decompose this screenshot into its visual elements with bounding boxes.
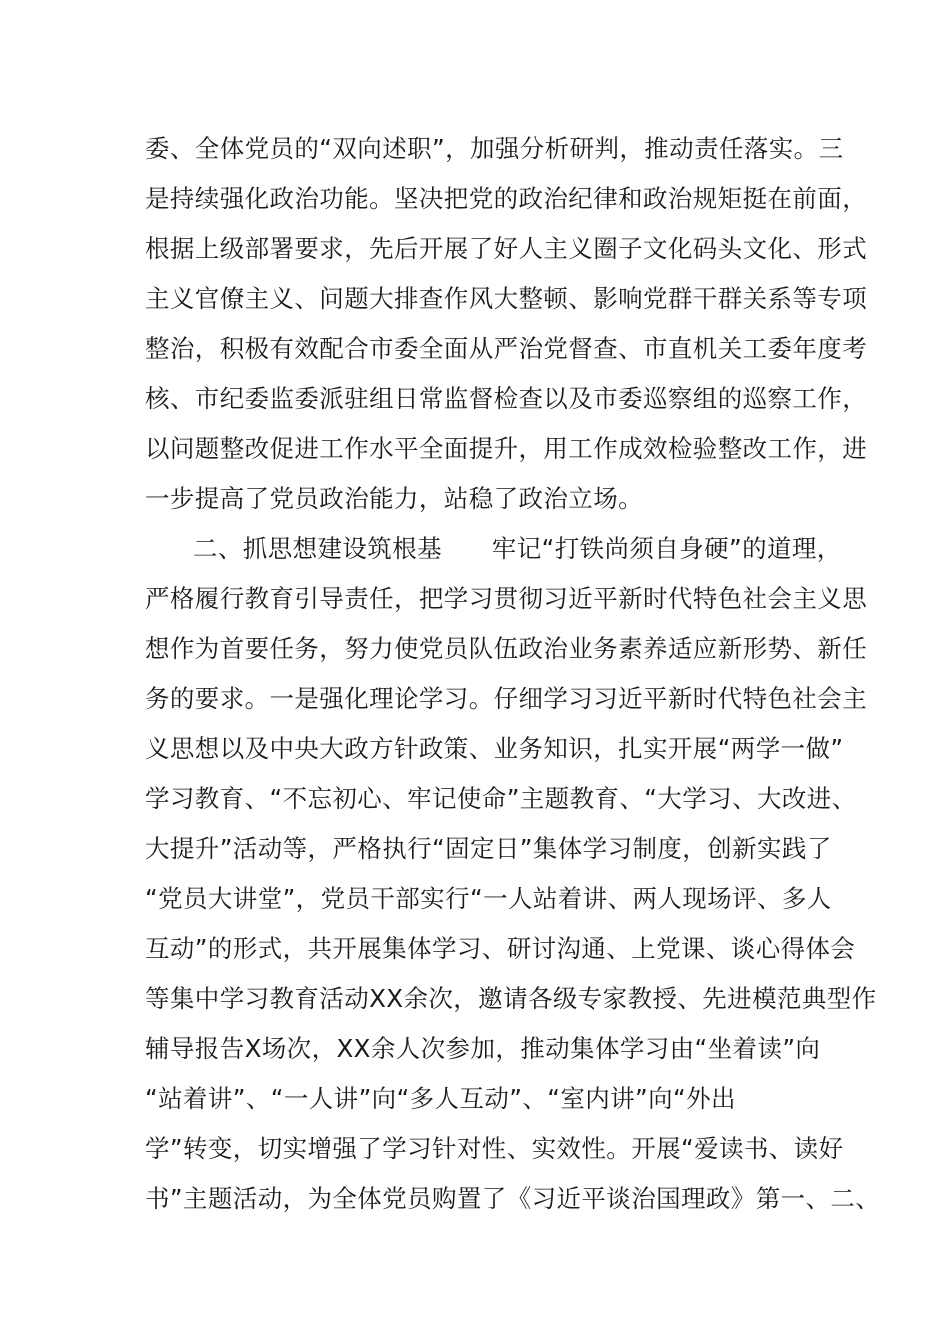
text-line: 核、市纪委监委派驻组日常监督检查以及市委巡察组的巡察工作， xyxy=(145,384,868,413)
text-line: 委、全体党员的“双向述职”，加强分析研判，推动责任落实。三 xyxy=(145,134,844,163)
text-line: 是持续强化政治功能。坚决把党的政治纪律和政治规矩挺在前面， xyxy=(145,184,868,213)
text-line: “站着讲”、“一人讲”向“多人互动”、“室内讲”向“外出 xyxy=(145,1084,736,1113)
text-line: 主义官僚主义、问题大排查作风大整顿、影响党群干群关系等专项 xyxy=(145,284,868,313)
text-line: 书”主题活动，为全体党员购置了《习近平谈治国理政》第一、二、 xyxy=(145,1184,881,1213)
text-line: 务的要求。一是强化理论学习。仔细学习习近平新时代特色社会主 xyxy=(145,684,868,713)
text-line: 严格履行教育引导责任，把学习贯彻习近平新时代特色社会主义思 xyxy=(145,584,868,613)
text-line: 整治，积极有效配合市委全面从严治党督查、市直机关工委年度考 xyxy=(145,334,868,363)
text-line: 学”转变，切实增强了学习针对性、实效性。开展“爱读书、读好 xyxy=(145,1134,844,1163)
text-line: 义思想以及中央大政方针政策、业务知识，扎实开展“两学一做” xyxy=(145,734,844,763)
text-line: 想作为首要任务，努力使党员队伍政治业务素养适应新形势、新任 xyxy=(145,634,868,663)
text-line: 互动”的形式，共开展集体学习、研讨沟通、上党课、谈心得体会 xyxy=(145,934,856,963)
text-line: 等集中学习教育活动XX余次，邀请各级专家教授、先进模范典型作 xyxy=(145,984,877,1013)
text-line: 大提升”活动等，严格执行“固定日”集体学习制度，创新实践了 xyxy=(145,834,832,863)
text-line: 以问题整改促进工作水平全面提升，用工作成效检验整改工作，进 xyxy=(145,434,868,463)
text-line: “党员大讲堂”，党员干部实行“一人站着讲、两人现场评、多人 xyxy=(145,884,832,913)
text-line: 学习教育、“不忘初心、牢记使命”主题教育、“大学习、大改进、 xyxy=(145,784,857,813)
text-line: 辅导报告X场次，XX余人次参加，推动集体学习由“坐着读”向 xyxy=(145,1034,821,1063)
text-line: 一步提高了党员政治能力，站稳了政治立场。 xyxy=(145,484,643,513)
section-heading-line: 二、抓思想建设筑根基 牢记“打铁尚须自身硬”的道理， xyxy=(193,534,842,563)
text-line: 根据上级部署要求，先后开展了好人主义圈子文化码头文化、形式 xyxy=(145,234,868,263)
